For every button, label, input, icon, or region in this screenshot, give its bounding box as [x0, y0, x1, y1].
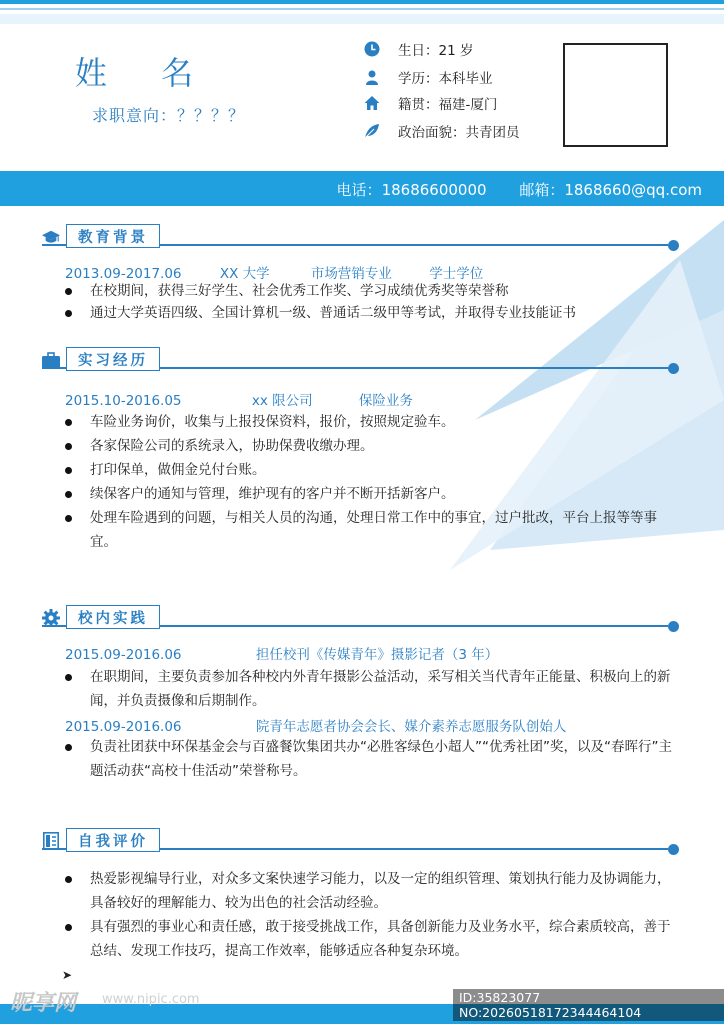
list-item: 续保客户的通知与管理，维护现有的客户并不断开括新客户。 — [65, 482, 675, 506]
email-value: 1868660@qq.com — [564, 181, 702, 199]
entry-role: 院青年志愿者协会会长、媒介素养志愿服务队创始人 — [255, 719, 567, 735]
section-end-dot — [668, 844, 679, 855]
leaf-icon — [363, 122, 381, 140]
section-education-header — [42, 224, 682, 250]
section-title: 教育背景 — [66, 224, 160, 248]
watermark-url: www.nipic.com — [102, 992, 200, 1007]
graduation-cap-icon — [42, 228, 60, 246]
section-internship-header — [42, 347, 682, 373]
list-item: 处理车险遇到的问题，与相关人员的沟通，处理日常工作中的事宜，过户批改，平台上报等等事宜。 — [65, 506, 675, 554]
info-political — [363, 120, 520, 142]
entry-role: 保险业务 — [358, 393, 413, 409]
section-title: 实习经历 — [66, 347, 160, 371]
email-label: 邮箱： — [519, 181, 565, 199]
phone-value: 18686600000 — [381, 181, 487, 199]
info-label: 学历：本科毕业 — [398, 71, 493, 87]
entry-date: 2015.09-2016.06 — [65, 719, 182, 735]
phone-label: 电话： — [336, 181, 382, 199]
info-hometown — [363, 92, 497, 114]
list-item: 热爱影视编导行业，对众多文案快速学习能力，以及一定的组织管理、策划执行能力及协调能力，具备较好的理解能力、较为出色的社会活动经验。 — [65, 867, 675, 915]
list-item: 具有强烈的事业心和责任感，敢于接受挑战工作，具备创新能力及业务水平，综合素质较高，善于总结、发现工作技巧，提高工作效率，能够适应各种复杂环境。 — [65, 915, 675, 963]
gear-icon — [42, 609, 60, 627]
list-item: 车险业务询价，收集与上报投保资料，报价，按照规定验车。 — [65, 410, 675, 434]
info-label: 政治面貌：共青团员 — [398, 125, 520, 141]
entry-date: 2015.09-2016.06 — [65, 647, 182, 663]
entry-degree: 学士学位 — [429, 266, 484, 282]
info-birthday — [363, 38, 473, 60]
contact-info — [337, 179, 702, 200]
section-self-eval-header — [42, 828, 682, 854]
campus-entry — [65, 715, 566, 735]
internship-entry — [65, 389, 413, 409]
entry-role: 担任校刊《传媒青年》摄影记者（3 年） — [255, 647, 499, 663]
person-icon — [363, 68, 381, 86]
list-item: 在校期间，获得三好学生、社会优秀工作奖、学习成绩优秀奖等荣誉称 — [65, 279, 675, 303]
clock-icon — [363, 40, 381, 58]
entry-school: XX 大学 — [219, 266, 270, 282]
section-campus-header — [42, 605, 682, 631]
section-title: 自我评价 — [66, 828, 160, 852]
section-end-dot — [668, 621, 679, 632]
campus-entry — [65, 643, 498, 663]
document-icon — [42, 832, 60, 850]
top-decor-bar — [0, 0, 724, 26]
section-end-dot — [668, 363, 679, 374]
list-item: 通过大学英语四级、全国计算机一级、普通话二级甲等考试，并取得专业技能证书 — [65, 301, 675, 325]
list-item: 在职期间，主要负责参加各种校内外青年摄影公益活动，采写相关当代青年正能量、积极向上的新闻，并负责摄像和后期制作。 — [65, 665, 675, 713]
entry-company: xx 限公司 — [251, 393, 313, 409]
section-title: 校内实践 — [66, 605, 160, 629]
job-intent: 求职意向：？？？？ — [92, 106, 246, 125]
photo-placeholder — [563, 43, 668, 147]
list-item: 负责社团获中环保基金会与百盛餐饮集团共办“必胜客绿色小超人”“优秀社团”奖，以及“春晖行”主题活动获“高校十佳活动”荣誉称号。 — [65, 735, 675, 783]
candidate-name: 姓 名 — [74, 54, 216, 92]
watermark-id: ID:35823077 NO:20260518172344464104 — [453, 989, 724, 1021]
info-label: 生日：21 岁 — [398, 43, 474, 59]
home-icon — [363, 94, 381, 112]
list-item: 各家保险公司的系统录入，协助保费收缴办理。 — [65, 434, 675, 458]
watermark-logo: 昵享网 — [10, 991, 77, 1016]
info-education — [363, 66, 493, 88]
list-item: 打印保单，做佣金兑付台账。 — [65, 458, 675, 482]
entry-date: 2013.09-2017.06 — [65, 266, 182, 282]
entry-major: 市场营销专业 — [310, 266, 392, 282]
arrow-icon: ➤ — [62, 968, 73, 982]
info-label: 籍贯：福建-厦门 — [398, 97, 498, 113]
briefcase-icon — [42, 351, 60, 369]
entry-date: 2015.10-2016.05 — [65, 393, 182, 409]
section-end-dot — [668, 240, 679, 251]
